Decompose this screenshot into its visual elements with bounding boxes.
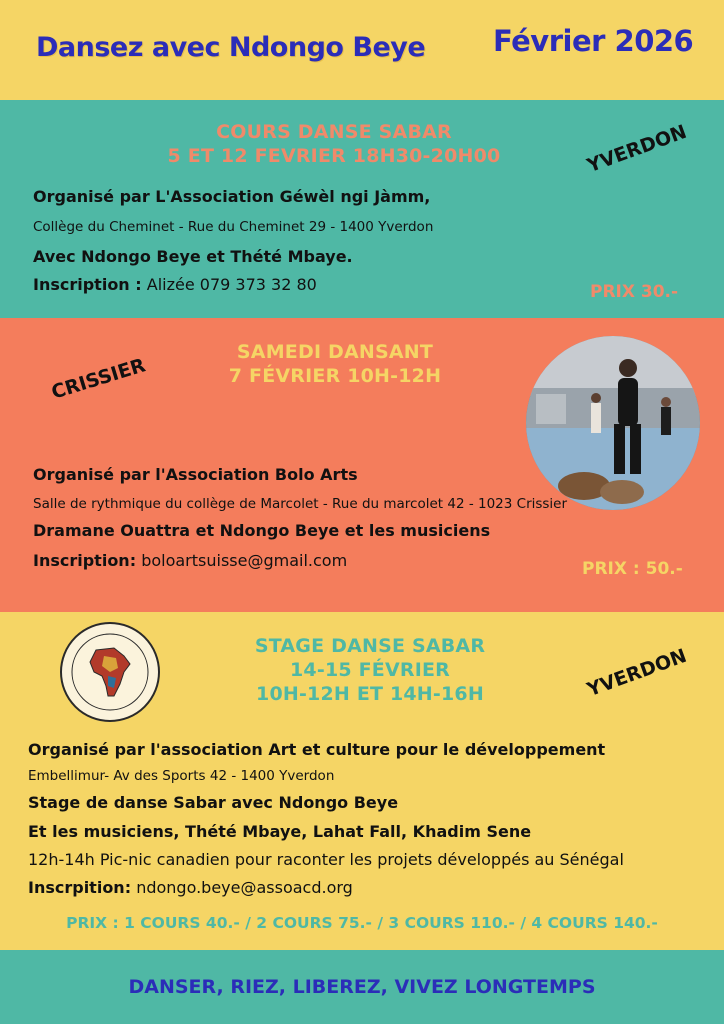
dance-class-illustration <box>526 336 700 510</box>
dance-class-photo <box>526 336 700 510</box>
event1-location-tag: YVERDON <box>584 120 690 178</box>
event1-organizer: Organisé par L'Association Géwèl ngi Jàmm, <box>33 187 431 206</box>
event2-organizer: Organisé par l'Association Bolo Arts <box>33 465 358 484</box>
event3-address: Embellimur- Av des Sports 42 - 1400 Yverdon <box>28 768 335 784</box>
event2-heading <box>180 340 490 388</box>
event3-performers-line2: Et les musiciens, Thété Mbaye, Lahat Fall, Khadim Sene <box>28 822 532 841</box>
event-samedi-dansant <box>0 318 724 612</box>
event3-heading-times: 10H-12H ET 14H-16H <box>256 683 484 705</box>
event-stage-sabar <box>0 612 724 950</box>
event1-heading-title: COURS DANSE SABAR <box>216 121 452 143</box>
event3-signup-contact: ndongo.beye@assoacd.org <box>136 878 353 897</box>
event1-heading <box>0 120 668 168</box>
event3-location-tag: YVERDON <box>584 644 690 702</box>
event1-signup <box>33 275 317 294</box>
event1-signup-contact: Alizée 079 373 32 80 <box>146 275 317 294</box>
event3-heading-dates: 14-15 FÉVRIER <box>290 659 450 681</box>
event3-performers-line1: Stage de danse Sabar avec Ndongo Beye <box>28 793 399 812</box>
event3-organizer: Organisé par l'association Art et culture pour le développement <box>28 740 606 759</box>
page-title: Dansez avec Ndongo Beye <box>36 32 426 63</box>
event2-heading-title: SAMEDI DANSANT <box>236 341 434 363</box>
event2-signup-contact: boloartsuisse@gmail.com <box>141 551 348 570</box>
event3-picnic: 12h-14h Pic-nic canadien pour raconter les projets développés au Sénégal <box>28 850 624 869</box>
event1-signup-label: Inscription : <box>33 275 142 294</box>
event2-signup <box>33 551 347 570</box>
footer-slogan: DANSER, RIEZ, LIBEREZ, VIVEZ LONGTEMPS <box>128 976 596 998</box>
event2-price: PRIX : 50.- <box>582 559 683 579</box>
africa-logo-icon <box>62 624 158 720</box>
event3-signup <box>28 878 353 897</box>
event2-heading-date: 7 FÉVRIER 10H-12H <box>228 365 442 387</box>
event2-address: Salle de rythmique du collège de Marcolet - Rue du marcolet 42 - 1023 Crissier <box>33 496 568 512</box>
event3-heading <box>210 634 530 706</box>
month-title: Février 2026 <box>493 24 694 58</box>
event2-performers: Dramane Ouattra et Ndongo Beye et les musiciens <box>33 521 491 540</box>
event1-address: Collège du Cheminet - Rue du Cheminet 29 - 1400 Yverdon <box>33 219 434 235</box>
event1-price: PRIX 30.- <box>590 282 679 302</box>
event2-signup-label: Inscription: <box>33 551 137 570</box>
event2-location-tag: CRISSIER <box>48 354 148 404</box>
footer-banner <box>0 950 724 1024</box>
event3-heading-title: STAGE DANSE SABAR <box>254 635 486 657</box>
event3-signup-label: Inscrpition: <box>28 878 132 897</box>
event1-performers: Avec Ndongo Beye et Thété Mbaye. <box>33 247 353 266</box>
header-banner <box>0 0 724 100</box>
event3-price: PRIX : 1 COURS 40.- / 2 COURS 75.- / 3 COURS 110.- / 4 COURS 140.- <box>66 914 658 932</box>
association-logo <box>60 622 160 722</box>
event-sabar-course <box>0 100 724 318</box>
event1-heading-dates: 5 ET 12 FEVRIER 18H30-20H00 <box>167 145 501 167</box>
